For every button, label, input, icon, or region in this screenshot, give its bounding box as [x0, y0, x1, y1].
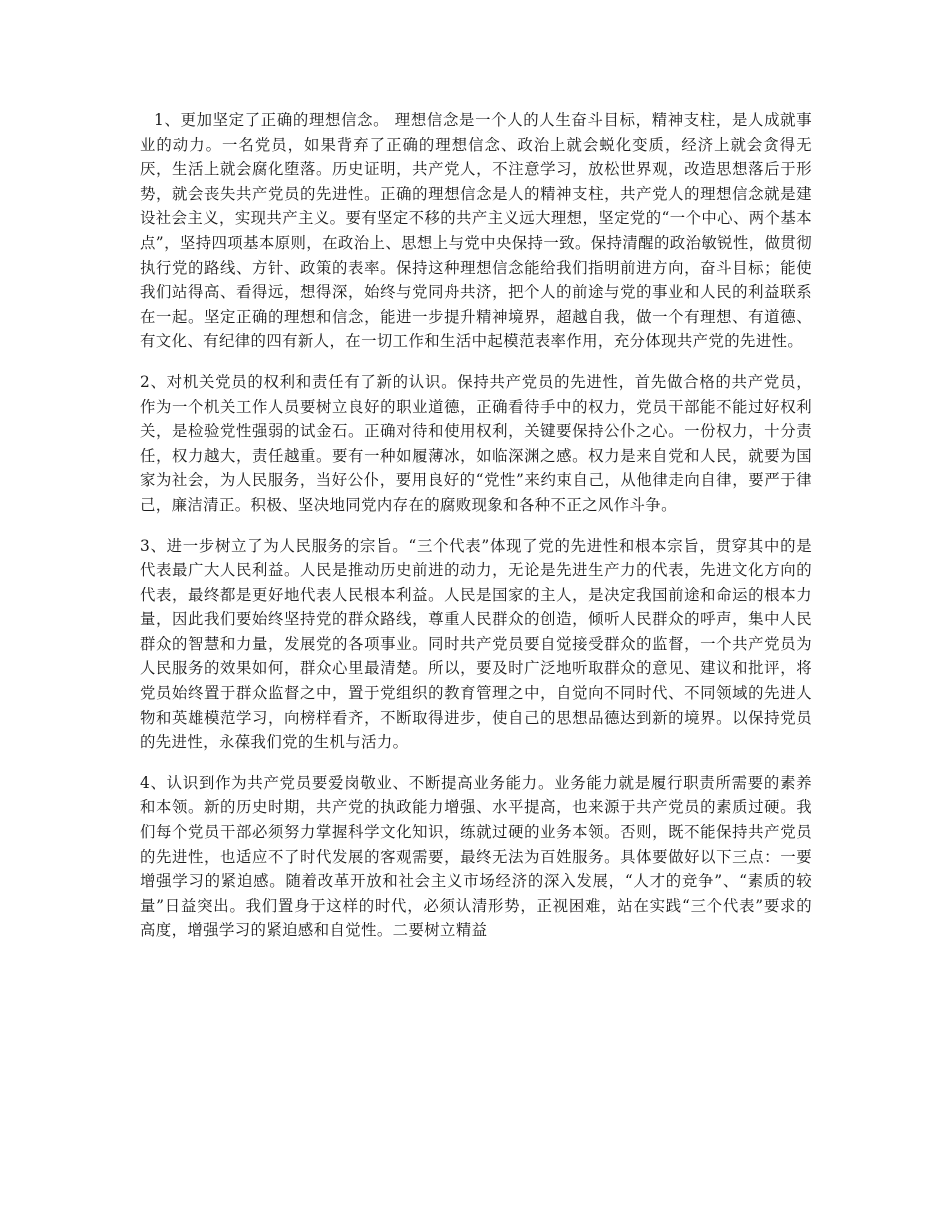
paragraph-1: 1、更加坚定了正确的理想信念。 理想信念是一个人的人生奋斗目标，精神支柱，是人成就事业的动力。一名党员，如果背弃了正确的理想信念、政治上就会蜕化变质，经济上就会贪得无厌，生活上就会腐化堕落。历史证明，共产党人，不注意学习，放松世界观，改造思想落后于形势，就会丧失共产党员的先进性。正确的理想信念是人的精神支柱，共产党人的理想信念就是建设社会主义，实现共产主义。要有坚定不移的共产主义远大理想，坚定党的“一个中心、两个基本点”，坚持四项基本原则，在政治上、思想上与党中央保持一致。保持清醒的政治敏锐性，做贯彻执行党的路线、方针、政策的表率。保持这种理想信念能给我们指明前进方向，奋斗目标；能使我们站得高、看得远，想得深，始终与党同舟共济，把个人的前途与党的事业和人民的利益联系在一起。坚定正确的理想和信念，能进一步提升精神境界，超越自我，做一个有理想、有道德、有文化、有纪律的四有新人，在一切工作和生活中起模范表率作用，充分体现共产党的先进性。 [140, 111, 812, 351]
document-body [140, 108, 812, 959]
paragraph-2: 2、对机关党员的权利和责任有了新的认识。保持共产党员的先进性，首先做合格的共产党员，作为一个机关工作人员要树立良好的职业道德，正确看待手中的权力，党员干部能不能过好权利关，是检验党性强弱的试金石。正确对待和使用权利，关键要保持公仆之心。一份权力，十分责任，权力越大，责任越重。要有一种如履薄冰，如临深渊之感。权力是来自党和人民，就要为国家为社会，为人民服务，当好公仆，要用良好的“党性”来约束自己，从他律走向自律，要严于律己，廉洁清正。积极、坚决地同党内存在的腐败现象和各种不正之风作斗争。 [140, 372, 812, 514]
paragraph-4: 4、认识到作为共产党员要爱岗敬业、不断提高业务能力。业务能力就是履行职责所需要的素养和本领。新的历史时期，共产党的执政能力增强、水平提高，也来源于共产党员的素质过硬。我们每个党员干部必须努力掌握科学文化知识，练就过硬的业务本领。否则，既不能保持共产党员的先进性，也适应不了时代发展的客观需要，最终无法为百姓服务。具体要做好以下三点：一要增强学习的紧迫感。随着改革开放和社会主义市场经济的深入发展，“人才的竞争”、“素质的较量”日益突出。我们置身于这样的时代，必须认清形势，正视困难，站在实践“三个代表”要求的高度，增强学习的紧迫感和自觉性。二要树立精益 [140, 773, 812, 940]
paragraph-3: 3、进一步树立了为人民服务的宗旨。“三个代表”体现了党的先进性和根本宗旨，贯穿其中的是代表最广大人民利益。人民是推动历史前进的动力，无论是先进生产力的代表，先进文化方向的代表，最终都是更好地代表人民根本利益。人民是国家的主人，是决定我国前途和命运的根本力量，因此我们要始终坚持党的群众路线，尊重人民群众的创造，倾听人民群众的呼声，集中人民群众的智慧和力量，发展党的各项事业。同时共产党员要自觉接受群众的监督，一个共产党员为人民服务的效果如何，群众心里最清楚。所以，要及时广泛地听取群众的意见、建议和批评，将党员始终置于群众监督之中，置于党组织的教育管理之中，自觉向不同时代、不同领域的先进人物和英雄模范学习，向榜样看齐，不断取得进步，使自己的思想品德达到新的境界。以保持党员的先进性，永葆我们党的生机与活力。 [140, 536, 812, 752]
